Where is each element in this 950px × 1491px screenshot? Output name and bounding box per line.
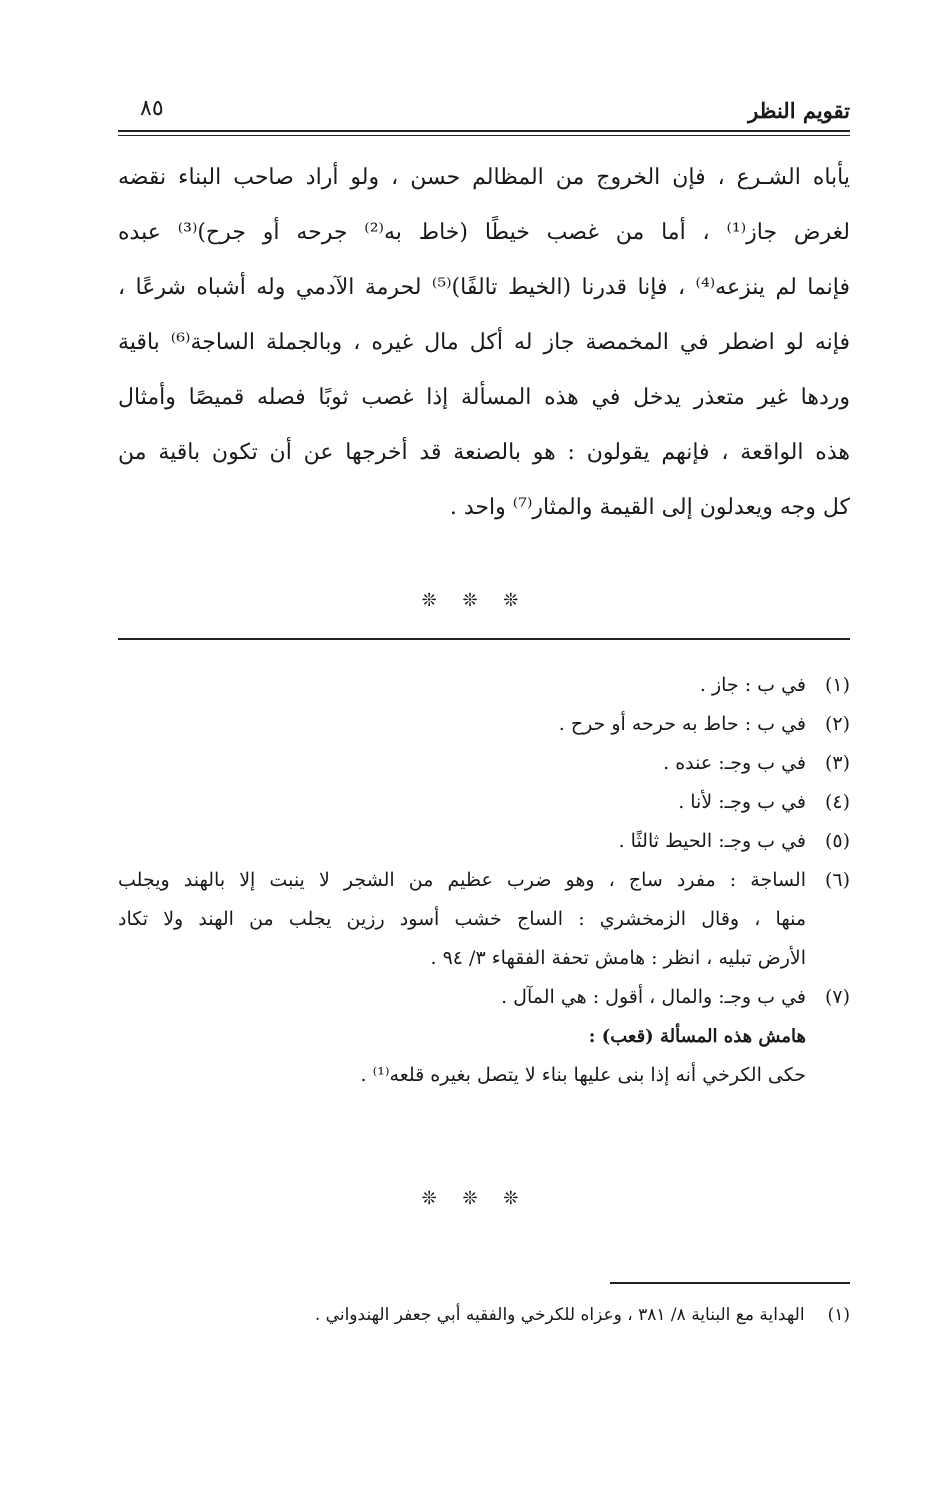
- note-number: (٤): [824, 791, 850, 813]
- note-item: [118, 666, 850, 705]
- note-number: (٦): [824, 869, 850, 891]
- note-number: (٣): [824, 752, 850, 774]
- footnote: [118, 1300, 850, 1330]
- note-line: الساجة : مفرد ساج ، وهو ضرب عظيم من الشجر لا ينبت إلا بالهند ويجلب: [118, 869, 806, 891]
- note-number: (٥): [824, 830, 850, 852]
- hamish-text: حكى الكرخي أنه إذا بنى عليها بناء لا يتصل بغيره قلعه⁽¹⁾ .: [360, 1064, 806, 1086]
- note-number: (٢): [824, 713, 850, 735]
- book-title: تقويم النظر: [748, 98, 850, 123]
- header-rule: [118, 130, 850, 132]
- text-line: هذه الواقعة ، فإنهم يقولون : هو بالصنعة قد أخرجها عن أن تكون باقية من: [118, 440, 850, 465]
- note-item: [118, 705, 850, 744]
- notes-rule: [118, 638, 850, 640]
- note-text: في ب وجـ: عنده .: [663, 752, 806, 774]
- section-separator: ❊ ❊ ❊: [421, 590, 529, 611]
- note-number: (٧): [824, 986, 850, 1008]
- note-item: [118, 822, 850, 861]
- section-separator: ❊ ❊ ❊: [421, 1188, 529, 1209]
- text-line: لغرض جاز⁽¹⁾ ، أما من غصب خيطًا (خاط به⁽²⁾ جرحه أو جرح)⁽³⁾ عبده: [118, 220, 850, 245]
- running-header: [118, 86, 850, 130]
- text-line: فإنه لو اضطر في المخمصة جاز له أكل مال غيره ، وبالجملة الساجة⁽⁶⁾ باقية: [118, 330, 850, 355]
- note-text: في ب وجـ: الحيط ثالثًا .: [618, 830, 806, 852]
- main-text: [118, 150, 850, 535]
- notes-section: [118, 666, 850, 1095]
- page-number: ٨٥: [140, 96, 164, 121]
- note-text: [118, 861, 806, 978]
- header-rule-thin: [118, 135, 850, 136]
- footnote-text: الهداية مع البناية ٨/ ٣٨١ ، وعزاه للكرخي والفقيه أبي جعفر الهندواني .: [314, 1305, 805, 1325]
- footnote-number: (١): [827, 1305, 850, 1325]
- text-line: يأباه الشـرع ، فإن الخروج من المظالم حسن ، ولو أراد صاحب البناء نقضه: [118, 165, 850, 190]
- text-line: كل وجه ويعدلون إلى القيمة والمثار⁽⁷⁾ واحد .: [449, 495, 850, 520]
- note-item: [118, 861, 850, 978]
- text-line: وردها غير متعذر يدخل في هذه المسألة إذا غصب ثوبًا فصله قميصًا وأمثال: [118, 385, 850, 410]
- note-number: (١): [824, 674, 850, 696]
- note-line: الأرض تبليه ، انظر : هامش تحفة الفقهاء ٣/ ٩٤ .: [430, 947, 806, 969]
- note-text: في ب : جاز .: [699, 674, 806, 696]
- note-item: [118, 978, 850, 1017]
- hamish-heading: هامش هذه المسألة (قعب) :: [588, 1026, 806, 1047]
- footnote-rule: [610, 1282, 850, 1284]
- note-item: [118, 744, 850, 783]
- note-text: في ب : حاط به حرحه أو حرح .: [558, 713, 806, 735]
- text-line: فإنما لم ينزعه⁽⁴⁾ ، فإنا قدرنا (الخيط تالفًا)⁽⁵⁾ لحرمة الآدمي وله أشباه شرعًا ،: [118, 275, 850, 300]
- note-text: في ب وجـ: لأنا .: [678, 791, 806, 813]
- note-text: في ب وجـ: والمال ، أقول : هي المآل .: [501, 986, 806, 1008]
- note-line: منها ، وقال الزمخشري : الساج خشب أسود رزين يجلب من الهند ولا تكاد: [118, 908, 806, 930]
- note-item: [118, 783, 850, 822]
